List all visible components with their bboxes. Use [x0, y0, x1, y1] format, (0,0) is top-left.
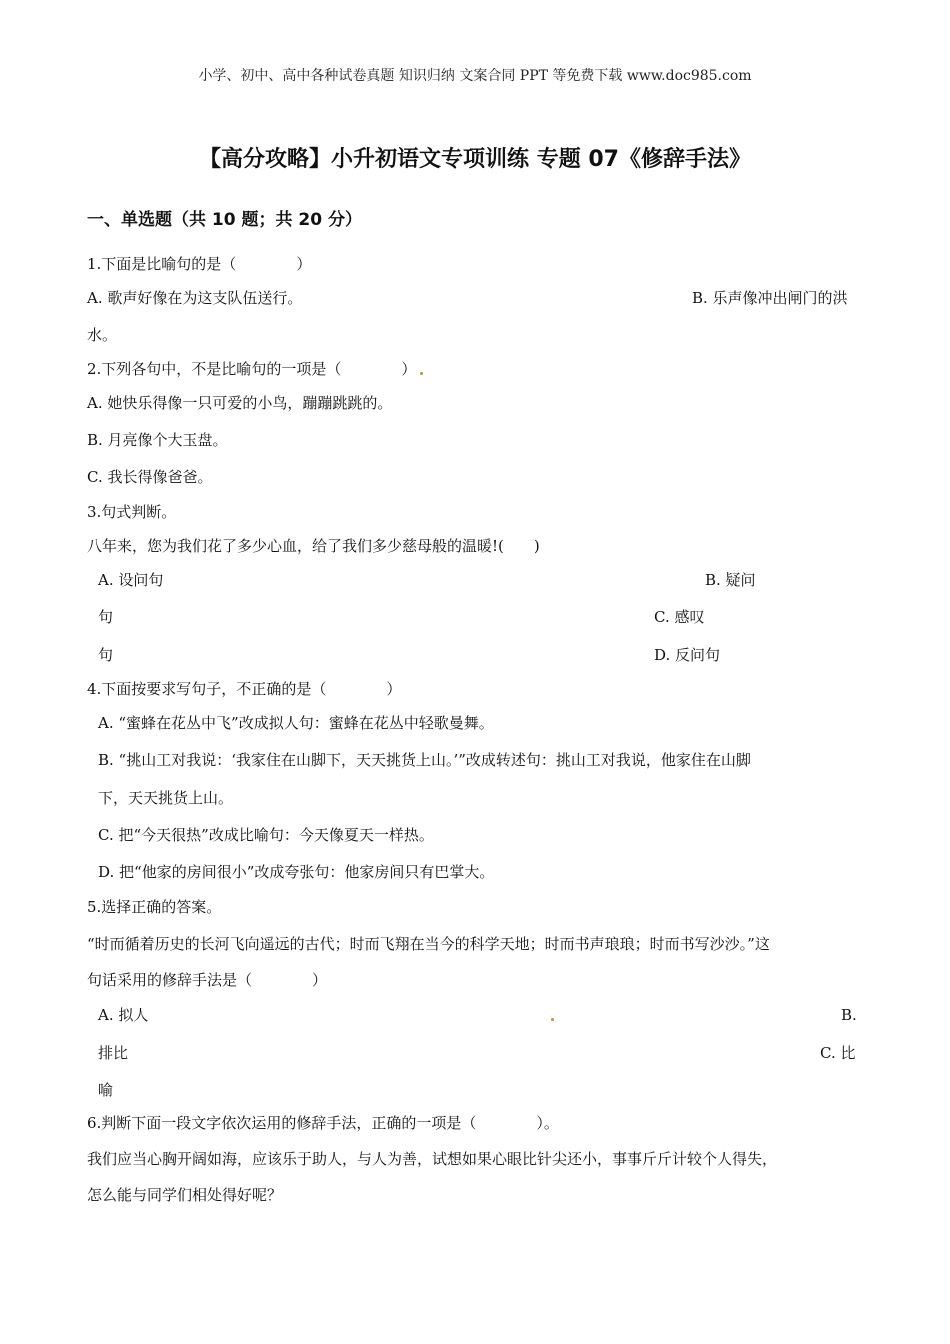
question-3-sentence: 八年来，您为我们花了多少心血，给了我们多少慈母般的温暖!( )	[87, 537, 540, 555]
question-3-stem: 3.句式判断。	[87, 503, 177, 521]
question-5-sentence: “时而循着历史的长河飞向遥远的古代；时而飞翔在当今的科学天地；时而书声琅琅；时而书写沙沙。”这	[87, 935, 770, 953]
question-4-option-b-cont: 下，天天挑货上山。	[98, 789, 234, 807]
question-2-stem: 2.下列各句中，不是比喻句的一项是（ ）	[87, 360, 417, 378]
question-3-option-d: D. 反问句	[654, 646, 721, 664]
question-5-option-b-text: 排比	[98, 1044, 129, 1062]
question-1-option-b-cont: 水。	[87, 326, 118, 344]
question-4-option-a: A. “蜜蜂在花丛中飞”改成拟人句：蜜蜂在花丛中轻歌曼舞。	[98, 714, 494, 732]
question-4-option-d: D. 把“他家的房间很小”改成夸张句：他家房间只有巴掌大。	[98, 863, 495, 881]
page-header: 小学、初中、高中各种试卷真题 知识归纳 文案合同 PPT 等免费下载 www.doc985.com	[198, 68, 752, 84]
page-title: 【高分攻略】小升初语文专项训练 专题 07《修辞手法》	[199, 147, 751, 172]
question-3-option-c-cont: 句	[98, 646, 114, 664]
question-1-option-a: A. 歌声好像在为这支队伍送行。	[87, 289, 303, 307]
question-1-stem: 1.下面是比喻句的是（ ）	[87, 255, 312, 273]
question-3-option-c: C. 感叹	[654, 608, 705, 626]
question-5-option-a: A. 拟人	[98, 1006, 149, 1024]
question-5-option-b-label: B.	[841, 1006, 857, 1024]
question-2-option-a: A. 她快乐得像一只可爱的小鸟，蹦蹦跳跳的。	[87, 394, 393, 412]
question-6-stem: 6.判断下面一段文字依次运用的修辞手法，正确的一项是（ ）。	[87, 1114, 559, 1132]
question-1-option-b: B. 乐声像冲出闸门的洪	[692, 289, 848, 307]
question-4-option-b: B. “挑山工对我说：‘我家住在山脚下，天天挑货上山。’”改成转述句：挑山工对我说，他家住在山脚	[98, 751, 751, 769]
question-3-option-b: B. 疑问	[705, 571, 756, 589]
question-2-option-c: C. 我长得像爸爸。	[87, 468, 213, 486]
question-5-stem: 5.选择正确的答案。	[87, 898, 222, 916]
question-4-stem: 4.下面按要求写句子，不正确的是（ ）	[87, 680, 402, 698]
question-5-sentence-cont: 句话采用的修辞手法是（ ）	[87, 971, 328, 989]
question-6-passage-cont: 怎么能与同学们相处得好呢？	[87, 1186, 283, 1204]
question-2-option-b: B. 月亮像个大玉盘。	[87, 431, 228, 449]
stray-dot	[420, 372, 423, 375]
question-5-option-c-cont: 喻	[98, 1081, 114, 1099]
question-5-option-c-label: C. 比	[820, 1044, 856, 1062]
question-4-option-c: C. 把“今天很热”改成比喻句：今天像夏天一样热。	[98, 826, 434, 844]
question-3-option-b-cont: 句	[98, 608, 114, 626]
section-heading: 一、单选题（共 10 题；共 20 分）	[87, 210, 362, 230]
stray-dot	[551, 1018, 554, 1021]
question-3-option-a: A. 设问句	[98, 571, 164, 589]
question-6-passage: 我们应当心胸开阔如海，应该乐于助人，与人为善，试想如果心眼比针尖还小，事事斤斤计较个人得失，	[87, 1150, 778, 1168]
